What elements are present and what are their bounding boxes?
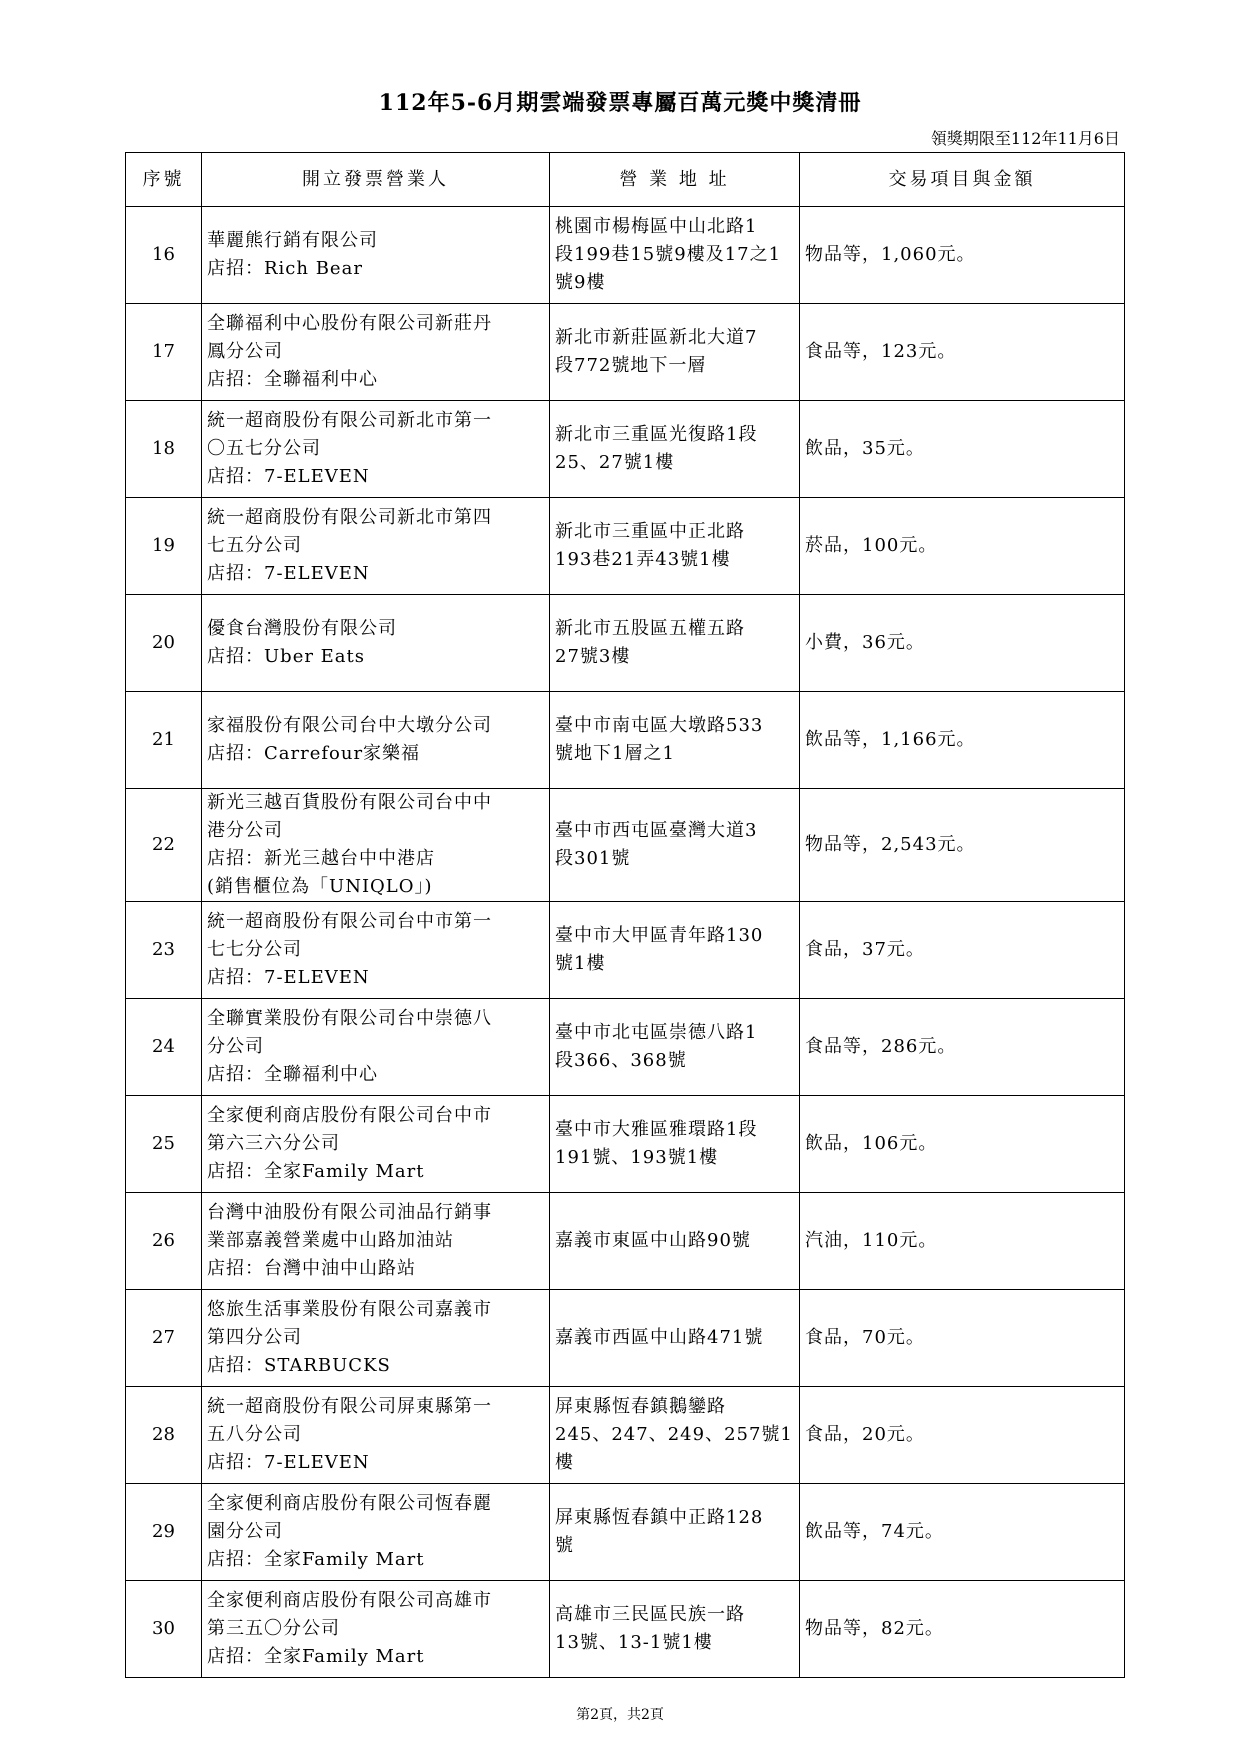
serial-number-cell: 19 <box>126 498 202 595</box>
serial-number-cell: 18 <box>126 401 202 498</box>
serial-number-cell: 21 <box>126 692 202 789</box>
merchant-line: 全聯實業股份有限公司台中崇德八 <box>207 1008 492 1029</box>
transaction-cell: 飲品等，74元。 <box>800 1484 1125 1581</box>
address-line: 25、27號1樓 <box>555 452 675 473</box>
transaction-cell: 物品等，82元。 <box>800 1581 1125 1678</box>
address-line: 號9樓 <box>555 272 606 293</box>
merchant-line: 統一超商股份有限公司屏東縣第一 <box>207 1396 492 1417</box>
merchant-line: 店招：7-ELEVEN <box>207 967 370 988</box>
serial-number-cell: 30 <box>126 1581 202 1678</box>
transaction-cell: 食品，37元。 <box>800 902 1125 999</box>
address-cell <box>550 902 800 999</box>
address-line: 屏東縣恆春鎮中正路128 <box>555 1507 764 1528</box>
address-line: 臺中市南屯區大墩路533 <box>555 715 764 736</box>
address-line: 號1樓 <box>555 953 606 974</box>
table-row <box>126 595 1125 692</box>
merchant-line: 店招：全聯福利中心 <box>207 1064 378 1085</box>
merchant-line: 店招：Uber Eats <box>207 646 366 667</box>
table-row <box>126 999 1125 1096</box>
merchant-cell <box>202 1581 550 1678</box>
merchant-cell <box>202 1387 550 1484</box>
address-cell <box>550 1193 800 1290</box>
table-row <box>126 1193 1125 1290</box>
address-line: 臺中市北屯區崇德八路1 <box>555 1022 758 1043</box>
address-line: 桃園市楊梅區中山北路1 <box>555 216 758 237</box>
address-line: 屏東縣恆春鎮鵝鑾路 <box>555 1396 726 1417</box>
address-cell <box>550 401 800 498</box>
merchant-cell <box>202 207 550 304</box>
document-title: 112年5-6月期雲端發票專屬百萬元獎中獎清冊 <box>378 90 862 116</box>
address-line: 嘉義市西區中山路471號 <box>555 1327 764 1348</box>
merchant-cell <box>202 304 550 401</box>
table-row <box>126 304 1125 401</box>
merchant-line: 鳳分公司 <box>207 341 283 362</box>
transaction-cell: 食品等，286元。 <box>800 999 1125 1096</box>
transaction-cell: 食品等，123元。 <box>800 304 1125 401</box>
address-line: 號地下1層之1 <box>555 743 675 764</box>
address-cell <box>550 1290 800 1387</box>
transaction-cell: 食品，20元。 <box>800 1387 1125 1484</box>
transaction-cell: 物品等，2,543元。 <box>800 789 1125 902</box>
merchant-line: 店招：Rich Bear <box>207 258 363 279</box>
serial-number-cell: 22 <box>126 789 202 902</box>
merchant-line: 店招：台灣中油中山路站 <box>207 1258 416 1279</box>
transaction-cell: 飲品，106元。 <box>800 1096 1125 1193</box>
merchant-line: 業部嘉義營業處中山路加油站 <box>207 1230 454 1251</box>
merchant-line: 〇五七分公司 <box>207 438 321 459</box>
address-line: 新北市新莊區新北大道7 <box>555 327 758 348</box>
table-row <box>126 1096 1125 1193</box>
merchant-line: 第六三六分公司 <box>207 1133 340 1154</box>
merchant-line: 統一超商股份有限公司新北市第四 <box>207 507 492 528</box>
merchant-line: 店招：7-ELEVEN <box>207 563 370 584</box>
merchant-cell <box>202 692 550 789</box>
transaction-cell: 食品，70元。 <box>800 1290 1125 1387</box>
merchant-cell <box>202 401 550 498</box>
header-transaction: 交易項目與金額 <box>800 153 1125 207</box>
merchant-line: 店招：7-ELEVEN <box>207 466 370 487</box>
merchant-cell <box>202 498 550 595</box>
address-line: 新北市三重區中正北路 <box>555 521 745 542</box>
merchant-line: 店招：新光三越台中中港店 <box>207 848 435 869</box>
address-line: 193巷21弄43號1樓 <box>555 549 731 570</box>
transaction-cell: 飲品，35元。 <box>800 401 1125 498</box>
merchant-line: 五八分公司 <box>207 1424 302 1445</box>
address-cell <box>550 692 800 789</box>
merchant-cell <box>202 1484 550 1581</box>
address-cell <box>550 789 800 902</box>
address-cell <box>550 595 800 692</box>
serial-number-cell: 29 <box>126 1484 202 1581</box>
transaction-cell: 汽油，110元。 <box>800 1193 1125 1290</box>
address-cell <box>550 304 800 401</box>
header-merchant: 開立發票營業人 <box>202 153 550 207</box>
merchant-line: 第四分公司 <box>207 1327 302 1348</box>
address-line: 新北市五股區五權五路 <box>555 618 745 639</box>
merchant-cell <box>202 1290 550 1387</box>
serial-number-cell: 28 <box>126 1387 202 1484</box>
merchant-line: 統一超商股份有限公司台中市第一 <box>207 911 492 932</box>
address-line: 臺中市大雅區雅環路1段 <box>555 1119 758 1140</box>
transaction-cell: 飲品等，1,166元。 <box>800 692 1125 789</box>
serial-number-cell: 16 <box>126 207 202 304</box>
address-line: 段366、368號 <box>555 1050 687 1071</box>
merchant-line: 華麗熊行銷有限公司 <box>207 230 378 251</box>
merchant-line: 店招：全家Family Mart <box>207 1161 425 1182</box>
merchant-cell <box>202 1193 550 1290</box>
merchant-line: 園分公司 <box>207 1521 283 1542</box>
merchant-line: 家福股份有限公司台中大墩分公司 <box>207 715 492 736</box>
serial-number-cell: 20 <box>126 595 202 692</box>
merchant-line: 統一超商股份有限公司新北市第一 <box>207 410 492 431</box>
transaction-cell: 小費，36元。 <box>800 595 1125 692</box>
merchant-line: 全家便利商店股份有限公司台中市 <box>207 1105 492 1126</box>
table-row <box>126 498 1125 595</box>
serial-number-cell: 23 <box>126 902 202 999</box>
header-address: 營 業 地 址 <box>550 153 800 207</box>
address-cell <box>550 1484 800 1581</box>
serial-number-cell: 25 <box>126 1096 202 1193</box>
merchant-line: 店招：Carrefour家樂福 <box>207 743 421 764</box>
merchant-cell <box>202 902 550 999</box>
address-cell <box>550 1387 800 1484</box>
address-line: 樓 <box>555 1452 574 1473</box>
table-row <box>126 401 1125 498</box>
address-line: 臺中市大甲區青年路130 <box>555 925 764 946</box>
header-serial-number: 序號 <box>126 153 202 207</box>
serial-number-cell: 17 <box>126 304 202 401</box>
merchant-cell <box>202 1096 550 1193</box>
merchant-line: 港分公司 <box>207 820 283 841</box>
address-cell <box>550 1096 800 1193</box>
transaction-cell: 菸品，100元。 <box>800 498 1125 595</box>
merchant-line: 分公司 <box>207 1036 264 1057</box>
address-line: 191號、193號1樓 <box>555 1147 719 1168</box>
transaction-cell: 物品等，1,060元。 <box>800 207 1125 304</box>
table-row <box>126 789 1125 902</box>
table-row <box>126 1581 1125 1678</box>
address-line: 段199巷15號9樓及17之1 <box>555 244 782 265</box>
merchant-line: 全家便利商店股份有限公司恆春麗 <box>207 1493 492 1514</box>
table-row <box>126 1387 1125 1484</box>
address-cell <box>550 999 800 1096</box>
merchant-cell <box>202 595 550 692</box>
table-header-row <box>126 153 1125 207</box>
winners-table <box>125 152 1125 1678</box>
merchant-line: 七七分公司 <box>207 939 302 960</box>
merchant-line: 全聯福利中心股份有限公司新莊丹 <box>207 313 492 334</box>
merchant-line: 第三五〇分公司 <box>207 1618 340 1639</box>
merchant-line: 悠旅生活事業股份有限公司嘉義市 <box>207 1299 492 1320</box>
merchant-cell <box>202 999 550 1096</box>
table-row <box>126 1484 1125 1581</box>
serial-number-cell: 26 <box>126 1193 202 1290</box>
serial-number-cell: 27 <box>126 1290 202 1387</box>
merchant-line: 七五分公司 <box>207 535 302 556</box>
merchant-line: 店招：全家Family Mart <box>207 1549 425 1570</box>
serial-number-cell: 24 <box>126 999 202 1096</box>
address-cell <box>550 1581 800 1678</box>
merchant-line: (銷售櫃位為「UNIQLO」) <box>207 876 433 897</box>
merchant-line: 店招：全家Family Mart <box>207 1646 425 1667</box>
address-line: 嘉義市東區中山路90號 <box>555 1230 751 1251</box>
merchant-line: 新光三越百貨股份有限公司台中中 <box>207 792 492 813</box>
address-line: 27號3樓 <box>555 646 631 667</box>
address-cell <box>550 498 800 595</box>
table-body <box>126 207 1125 1678</box>
address-line: 號 <box>555 1535 574 1556</box>
address-line: 新北市三重區光復路1段 <box>555 424 758 445</box>
address-line: 高雄市三民區民族一路 <box>555 1604 745 1625</box>
claim-deadline: 領獎期限至112年11月6日 <box>930 129 1120 148</box>
address-line: 13號、13-1號1樓 <box>555 1632 713 1653</box>
merchant-line: 店招：7-ELEVEN <box>207 1452 370 1473</box>
table-row <box>126 902 1125 999</box>
merchant-line: 店招：STARBUCKS <box>207 1355 391 1376</box>
address-line: 245、247、249、257號1 <box>555 1424 793 1445</box>
table-row <box>126 1290 1125 1387</box>
merchant-line: 優食台灣股份有限公司 <box>207 618 397 639</box>
merchant-cell <box>202 789 550 902</box>
address-line: 段772號地下一層 <box>555 355 707 376</box>
table-row <box>126 692 1125 789</box>
address-line: 臺中市西屯區臺灣大道3 <box>555 820 758 841</box>
merchant-line: 店招：全聯福利中心 <box>207 369 378 390</box>
table-row <box>126 207 1125 304</box>
merchant-line: 全家便利商店股份有限公司高雄市 <box>207 1590 492 1611</box>
address-line: 段301號 <box>555 848 631 869</box>
address-cell <box>550 207 800 304</box>
page-footer: 第2頁，共2頁 <box>576 1707 664 1723</box>
merchant-line: 台灣中油股份有限公司油品行銷事 <box>207 1202 492 1223</box>
